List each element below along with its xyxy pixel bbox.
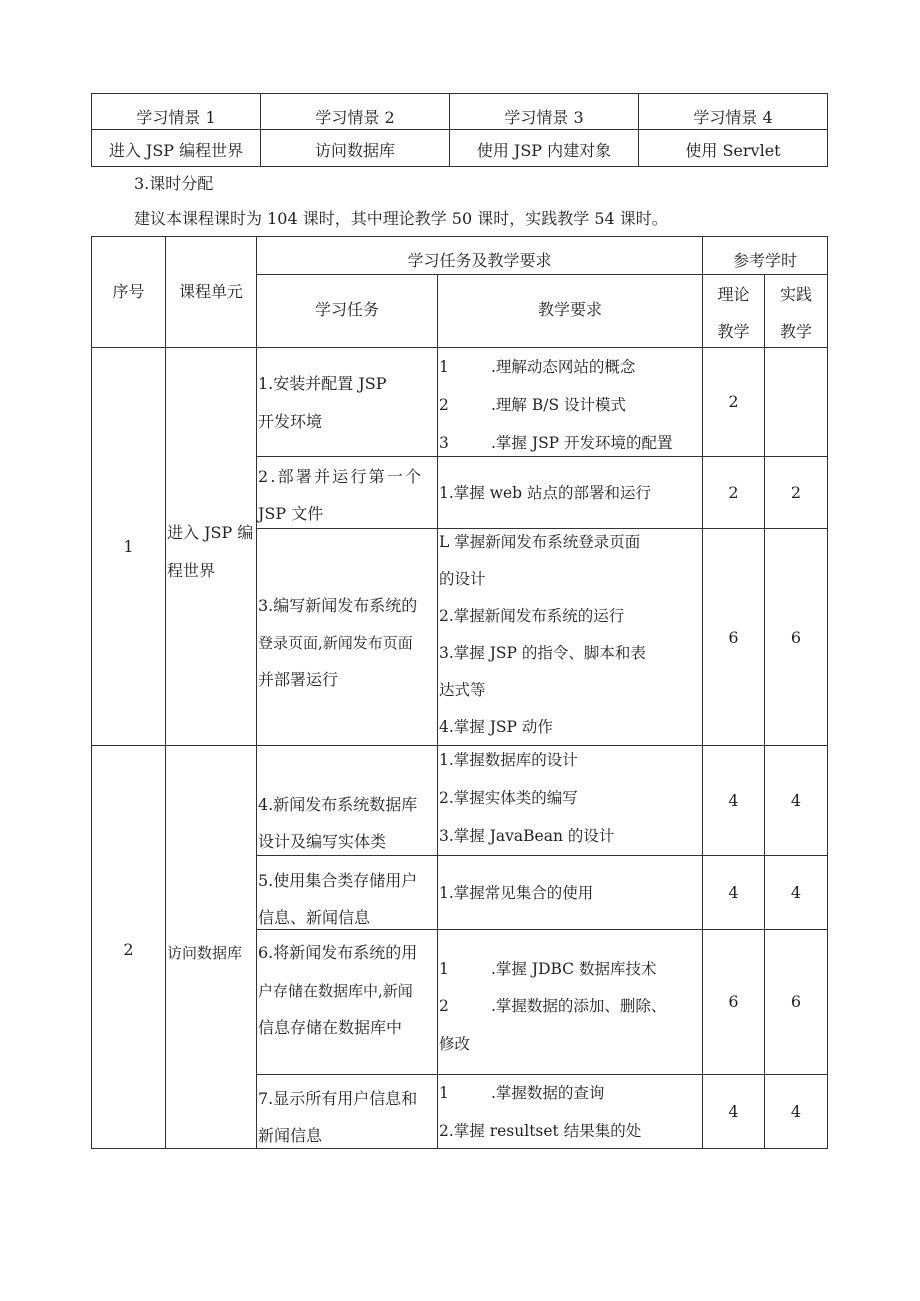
table-border (256, 929, 828, 930)
header-theory: 教学 (717, 322, 750, 341)
situation-value: 使用 JSP 内建对象 (476, 141, 612, 160)
task-text: 并部署运行 (258, 670, 339, 689)
requirement-text: .掌握 JSP 开发环境的配置 (491, 434, 673, 452)
table-border (764, 274, 765, 1149)
situation-header: 学习情景 3 (504, 108, 584, 127)
situation-value: 访问数据库 (314, 141, 395, 160)
requirement-text: 2.掌握实体类的编写 (439, 789, 578, 807)
table-border (91, 166, 828, 167)
situation-header: 学习情景 1 (136, 108, 216, 127)
unit-seq: 2 (123, 940, 134, 959)
table-border (256, 274, 828, 275)
requirement-text: 4.掌握 JSP 动作 (439, 718, 553, 736)
header-practice: 教学 (779, 322, 812, 341)
requirement-text: 的设计 (439, 570, 486, 588)
theory-hours: 6 (728, 628, 739, 647)
table-border (91, 236, 92, 1149)
requirement-text: L 掌握新闻发布系统登录页面 (439, 533, 641, 551)
table-border (256, 528, 828, 529)
table-border (256, 1074, 828, 1075)
table-border (256, 456, 828, 457)
requirement-text: 1.掌握 web 站点的部署和运行 (439, 484, 652, 502)
task-text: 1.安装并配置 JSP (258, 374, 387, 393)
practice-hours: 4 (790, 791, 802, 810)
task-text: 登录页面,新闻发布页面 (258, 634, 413, 652)
header-practice: 实践 (779, 285, 812, 304)
theory-hours: 2 (728, 392, 739, 411)
task-text: 2.部署并运行第一个 (258, 467, 424, 486)
requirement-number: 1 (439, 358, 449, 376)
header-theory: 理论 (717, 285, 750, 304)
situation-header: 学习情景 2 (315, 108, 395, 127)
task-text: 7.显示所有用户信息和 (258, 1089, 418, 1108)
theory-hours: 2 (728, 483, 739, 502)
section-title: 3.课时分配 (134, 174, 214, 193)
header-unit: 课程单元 (178, 282, 243, 301)
requirement-number: 1 (439, 1084, 449, 1102)
requirement-text: 3.掌握 JavaBean 的设计 (439, 827, 615, 845)
theory-hours: 4 (728, 1102, 739, 1121)
requirement-text: .掌握 JDBC 数据库技术 (491, 960, 657, 978)
unit-name: 程世界 (167, 561, 216, 580)
requirement-text: .理解动态网站的概念 (491, 358, 636, 376)
practice-hours: 4 (790, 883, 802, 902)
task-text: 新闻信息 (258, 1126, 323, 1145)
practice-hours: 6 (790, 628, 802, 647)
requirement-number: 3 (439, 434, 449, 452)
table-border (91, 347, 828, 348)
requirement-number: 2 (439, 396, 449, 414)
task-text: 信息、新闻信息 (258, 908, 371, 927)
table-border (437, 274, 438, 1149)
requirement-text: .掌握数据的添加、删除、 (491, 997, 667, 1015)
requirement-text: 1.掌握常见集合的使用 (439, 884, 594, 902)
task-text: 3.编写新闻发布系统的 (258, 596, 418, 615)
requirement-text: .掌握数据的查询 (491, 1084, 605, 1102)
requirement-text: 2.掌握新闻发布系统的运行 (439, 607, 625, 625)
requirement-text: 1.掌握数据库的设计 (439, 751, 578, 769)
table-border (91, 129, 828, 130)
requirement-text: 修改 (439, 1035, 471, 1053)
requirement-number: 1 (439, 960, 449, 978)
task-text: JSP 文件 (258, 504, 324, 523)
table-border (827, 236, 828, 1149)
situation-value: 进入 JSP 编程世界 (108, 141, 244, 160)
table-border (165, 236, 166, 1149)
practice-hours: 2 (790, 483, 802, 502)
table-border (256, 236, 257, 1149)
header-task: 学习任务 (314, 300, 379, 319)
practice-hours: 4 (790, 1102, 802, 1121)
theory-hours: 6 (728, 992, 739, 1011)
header-task-group: 学习任务及教学要求 (407, 251, 552, 270)
header-hours: 参考学时 (732, 251, 797, 270)
requirement-text: 达式等 (439, 681, 486, 699)
requirement-text: 2.掌握 resultset 结果集的处 (439, 1122, 642, 1140)
header-seq: 序号 (112, 282, 145, 301)
intro-paragraph: 建议本课程课时为 104 课时，其中理论教学 50 课时，实践教学 54 课时。 (134, 209, 668, 228)
requirement-text: 3.掌握 JSP 的指令、脚本和表 (439, 644, 646, 662)
task-text: 6.将新闻发布系统的用 (258, 943, 418, 962)
situation-value: 使用 Servlet (685, 141, 781, 160)
task-text: 5.使用集合类存储用户 (258, 871, 418, 890)
situation-header: 学习情景 4 (693, 108, 773, 127)
task-text: 开发环境 (258, 412, 323, 431)
unit-seq: 1 (123, 537, 134, 556)
table-border (256, 855, 828, 856)
theory-hours: 4 (728, 791, 739, 810)
table-border (91, 745, 828, 746)
table-border (702, 236, 703, 1149)
requirement-number: 2 (439, 997, 449, 1015)
table-border (91, 93, 828, 94)
task-text: 4.新闻发布系统数据库 (258, 795, 418, 814)
task-text: 设计及编写实体类 (258, 832, 387, 851)
unit-name: 访问数据库 (167, 944, 243, 962)
theory-hours: 4 (728, 883, 739, 902)
requirement-text: .理解 B/S 设计模式 (491, 396, 627, 414)
table-border (91, 1148, 828, 1149)
unit-name: 进入 JSP 编 (167, 523, 254, 542)
task-text: 户存储在数据库中,新闻 (258, 982, 413, 1000)
table-border (91, 236, 828, 237)
task-text: 信息存储在数据库中 (258, 1018, 403, 1037)
practice-hours: 6 (790, 992, 802, 1011)
table-border (827, 93, 828, 167)
header-requirement: 教学要求 (537, 300, 602, 319)
